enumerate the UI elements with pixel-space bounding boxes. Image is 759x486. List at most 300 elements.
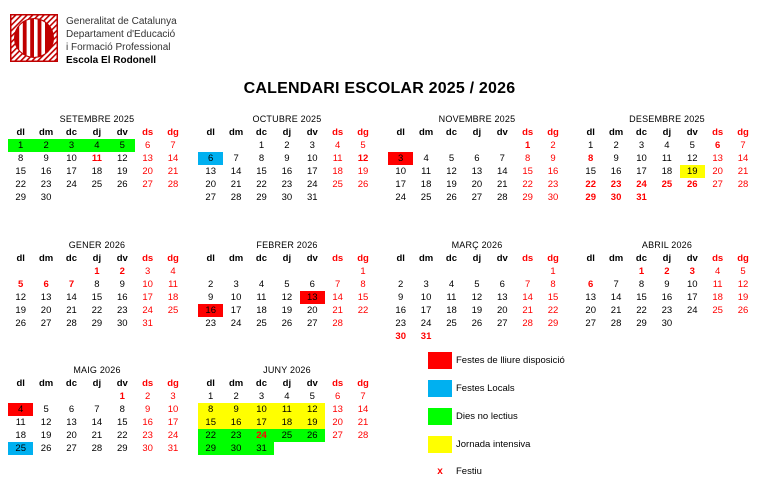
day-cell: 31: [249, 442, 274, 455]
day-cell: 7: [740, 140, 746, 151]
day-header-dc: dc: [65, 127, 78, 138]
day-cell: 7: [170, 140, 176, 151]
day-cell: 5: [448, 153, 455, 164]
day-cell: 10: [686, 279, 698, 290]
generalitat-senyera-logo: [10, 14, 58, 62]
day-header-dv: dv: [686, 127, 698, 138]
day-cell: [198, 139, 223, 152]
day-header-ds: ds: [332, 127, 344, 138]
day-cell: 2: [613, 140, 619, 151]
day-cell: 1: [638, 266, 645, 277]
day-cell: 4: [170, 266, 176, 277]
day-cell: 5: [309, 391, 315, 402]
day-cell: 6: [715, 140, 721, 151]
day-cell: 31: [167, 443, 179, 454]
day-cell: 19: [281, 305, 293, 316]
day-cell: 14: [66, 292, 77, 303]
day-cell: 25: [332, 179, 343, 190]
day-cell: 12: [471, 292, 483, 303]
day-cell: [680, 317, 705, 330]
day-cell: 14: [522, 292, 533, 303]
day-cell: 18: [91, 166, 103, 177]
legend-label-intensive: Jornada intensiva: [456, 439, 531, 450]
day-cell: 2: [208, 279, 214, 290]
day-cell: 23: [223, 429, 248, 442]
day-cell: 13: [66, 417, 77, 428]
day-cell: [325, 442, 350, 455]
day-cell: 8: [638, 279, 645, 290]
day-cell: [413, 139, 438, 152]
day-cell: 10: [395, 166, 406, 177]
day-header-dc: dc: [445, 127, 458, 138]
legend-item-festiu: [428, 464, 565, 478]
day-cell: 26: [281, 318, 293, 329]
day-header-dv: dv: [116, 253, 128, 264]
school-name: Escola El Rodonell: [66, 55, 157, 66]
day-cell: 27: [142, 179, 153, 190]
day-cell: 9: [550, 153, 556, 164]
day-cell: 9: [145, 404, 151, 415]
day-cell: 23: [281, 179, 293, 190]
day-cell: 26: [357, 179, 369, 190]
day-cell: 18: [274, 416, 299, 429]
day-cell: 21: [332, 305, 343, 316]
day-cell: 12: [300, 403, 325, 416]
day-header-dj: dj: [282, 378, 292, 389]
day-cell: 22: [15, 179, 26, 190]
day-cell: 2: [33, 139, 58, 152]
day-cell: 29: [256, 192, 267, 203]
month-days-gener-2026: [8, 252, 186, 330]
day-cell: 22: [91, 305, 103, 316]
day-cell: 1: [550, 266, 556, 277]
month-days-novembre-2025: [388, 126, 566, 204]
day-header-dl: dl: [206, 378, 215, 389]
day-cell: 18: [712, 292, 723, 303]
day-header-dl: dl: [16, 127, 25, 138]
day-header-dm: dm: [608, 127, 624, 138]
day-header-dg: dg: [167, 127, 179, 138]
day-header-dm: dm: [228, 127, 244, 138]
day-cell: 26: [737, 305, 749, 316]
day-cell: [59, 265, 84, 278]
day-cell: 2: [550, 140, 556, 151]
month-title-octubre-2025: OCTUBRE 2025: [252, 114, 322, 124]
day-cell: 7: [525, 279, 531, 290]
day-header-dc: dc: [255, 378, 268, 389]
day-cell: 17: [142, 292, 153, 303]
day-cell: 4: [423, 153, 429, 164]
day-cell: 16: [223, 416, 248, 429]
day-cell: 27: [332, 430, 343, 441]
legend-swatch-local-fests: [428, 380, 452, 397]
day-cell: 25: [661, 179, 673, 190]
day-cell: 26: [300, 429, 325, 442]
day-cell: 21: [230, 179, 242, 190]
day-header-dj: dj: [92, 127, 102, 138]
day-cell: 21: [610, 305, 622, 316]
day-cell: 24: [395, 192, 406, 203]
day-cell: 26: [471, 318, 483, 329]
day-cell: 14: [91, 417, 103, 428]
day-cell: 19: [357, 166, 369, 177]
day-cell: 24: [230, 318, 242, 329]
day-cell: 6: [68, 404, 75, 415]
month-days-marc-2026: [388, 252, 566, 343]
day-cell: 10: [636, 153, 647, 164]
day-cell: 29: [91, 318, 103, 329]
day-cell: 1: [360, 266, 366, 277]
day-header-dj: dj: [92, 253, 102, 264]
month-days-febrer-2026: [198, 252, 376, 330]
day-cell: 17: [249, 416, 274, 429]
day-cell: 6: [43, 279, 49, 290]
day-header-dl: dl: [16, 253, 25, 264]
day-cell: 16: [395, 305, 406, 316]
month-days-abril-2026: [578, 252, 756, 330]
day-header-ds: ds: [522, 127, 534, 138]
day-cell: 22: [547, 305, 559, 316]
day-cell: 2: [233, 391, 239, 402]
day-cell: 15: [116, 417, 128, 428]
day-cell: [350, 317, 375, 330]
day-cell: 23: [142, 430, 153, 441]
day-cell: 31: [420, 331, 432, 342]
day-cell: 10: [167, 404, 179, 415]
day-cell: 15: [636, 292, 647, 303]
day-cell: 23: [610, 179, 622, 190]
day-cell: 12: [446, 166, 457, 177]
day-cell: 30: [40, 192, 52, 203]
day-cell: 3: [309, 140, 315, 151]
org-line-2: Departament d'Educació: [66, 29, 176, 40]
day-cell: 22: [198, 429, 223, 442]
day-cell: 22: [357, 305, 369, 316]
day-cell: 29: [636, 318, 647, 329]
day-cell: 17: [420, 305, 432, 316]
day-cell: 14: [737, 153, 749, 164]
day-cell: 15: [522, 166, 533, 177]
day-cell: 8: [119, 404, 125, 415]
day-cell: [464, 265, 489, 278]
day-cell: [388, 265, 413, 278]
day-cell: [540, 330, 565, 343]
day-cell: 6: [335, 391, 341, 402]
day-cell: 5: [284, 279, 290, 290]
day-cell: 13: [471, 166, 483, 177]
legend-label-no-school: Dies no lectius: [456, 411, 518, 422]
day-cell: 19: [446, 179, 457, 190]
day-cell: 14: [230, 166, 242, 177]
day-cell: [274, 442, 299, 455]
day-cell: 4: [448, 279, 455, 290]
month-days-setembre-2025: [8, 126, 186, 204]
day-cell: [439, 330, 464, 343]
day-cell: 21: [496, 179, 508, 190]
day-cell: 13: [142, 153, 153, 164]
day-header-ds: ds: [332, 378, 344, 389]
day-header-dv: dv: [496, 127, 508, 138]
day-cell: 21: [357, 417, 369, 428]
legend-item-local-fests: [428, 380, 565, 397]
day-cell: 6: [145, 140, 151, 151]
day-header-dc: dc: [635, 127, 648, 138]
day-cell: [464, 139, 489, 152]
day-header-dm: dm: [38, 127, 54, 138]
day-cell: [33, 390, 58, 403]
day-cell: 2: [664, 266, 670, 277]
day-cell: 26: [15, 318, 26, 329]
day-cell: 18: [167, 292, 179, 303]
day-header-dv: dv: [306, 127, 318, 138]
day-cell: 16: [142, 417, 153, 428]
day-cell: [490, 139, 515, 152]
day-cell: 29: [585, 192, 596, 203]
day-header-dj: dj: [472, 253, 482, 264]
day-cell: 30: [281, 192, 293, 203]
day-cell: 22: [585, 179, 596, 190]
day-cell: [249, 265, 274, 278]
day-header-dj: dj: [662, 127, 672, 138]
day-header-dv: dv: [686, 253, 698, 264]
day-cell: [680, 191, 705, 204]
day-cell: 4: [715, 266, 721, 277]
day-cell: 5: [689, 140, 695, 151]
day-cell: 18: [332, 166, 343, 177]
day-cell: 28: [357, 430, 369, 441]
day-cell: 31: [142, 318, 153, 329]
legend-item-no-school: [428, 408, 565, 425]
day-header-dg: dg: [737, 253, 749, 264]
day-header-dv: dv: [116, 378, 128, 389]
day-cell: 1: [208, 391, 214, 402]
month-days-maig-2026: [8, 377, 186, 455]
day-cell: 11: [168, 279, 178, 290]
day-cell: 9: [664, 279, 670, 290]
day-cell: 1: [94, 266, 100, 277]
day-cell: 7: [499, 153, 505, 164]
day-cell: 30: [547, 192, 559, 203]
day-cell: 14: [610, 292, 622, 303]
day-cell: 8: [360, 279, 366, 290]
day-header-dm: dm: [418, 127, 434, 138]
day-cell: 29: [15, 192, 26, 203]
day-cell: [8, 390, 33, 403]
day-cell: 18: [446, 305, 457, 316]
day-cell: 7: [233, 153, 239, 164]
day-cell: 12: [116, 153, 128, 164]
day-cell: 8: [588, 153, 594, 164]
day-header-ds: ds: [522, 253, 534, 264]
day-header-dl: dl: [206, 253, 215, 264]
day-cell: 3: [258, 391, 265, 402]
day-header-dg: dg: [547, 127, 559, 138]
day-cell: 13: [40, 292, 52, 303]
legend-swatch-intensive: [428, 436, 452, 453]
day-header-dj: dj: [662, 253, 672, 264]
day-cell: 11: [91, 153, 102, 164]
day-cell: 9: [284, 153, 290, 164]
day-cell: 25: [8, 442, 33, 455]
day-header-dv: dv: [496, 253, 508, 264]
day-cell: 27: [40, 318, 52, 329]
day-cell: [84, 191, 109, 204]
day-cell: 7: [94, 404, 100, 415]
legend-item-free-disposal: [428, 352, 565, 369]
legend-label-free-disposal: Festes de lliure disposició: [456, 355, 565, 366]
day-cell: 9: [43, 153, 49, 164]
day-cell: 16: [547, 166, 559, 177]
day-header-dj: dj: [472, 127, 482, 138]
month-title-maig-2026: MAIG 2026: [73, 365, 121, 375]
month-novembre-2025: [388, 112, 566, 204]
month-marc-2026: [388, 238, 566, 343]
day-header-dc: dc: [635, 253, 648, 264]
day-cell: 30: [223, 442, 248, 455]
day-cell: 8: [94, 279, 100, 290]
day-cell: 20: [471, 179, 483, 190]
day-header-ds: ds: [712, 127, 724, 138]
day-cell: 8: [550, 279, 556, 290]
day-cell: 14: [496, 166, 508, 177]
day-cell: 15: [198, 416, 223, 429]
month-octubre-2025: [198, 112, 376, 204]
day-cell: 23: [395, 318, 406, 329]
day-cell: 25: [167, 305, 179, 316]
day-header-dl: dl: [16, 378, 25, 389]
day-cell: 22: [256, 179, 267, 190]
day-cell: 19: [300, 416, 325, 429]
month-title-febrer-2026: FEBRER 2026: [256, 240, 318, 250]
day-header-dg: dg: [357, 378, 369, 389]
day-cell: 20: [496, 305, 508, 316]
day-cell: [160, 317, 185, 330]
day-cell: [84, 390, 109, 403]
day-header-dm: dm: [608, 253, 624, 264]
day-cell: 13: [585, 292, 596, 303]
day-cell: 22: [522, 179, 533, 190]
day-cell: 9: [208, 292, 214, 303]
day-header-dl: dl: [396, 127, 405, 138]
day-cell: 5: [360, 140, 366, 151]
day-cell: 20: [712, 166, 723, 177]
day-cell: 30: [395, 331, 406, 342]
day-cell: 7: [613, 279, 619, 290]
day-cell: 6: [474, 153, 480, 164]
day-cell: [325, 191, 350, 204]
day-cell: 1: [119, 391, 125, 402]
day-cell: [578, 265, 603, 278]
day-cell: [705, 317, 730, 330]
day-cell: [464, 330, 489, 343]
day-header-dm: dm: [38, 253, 54, 264]
day-cell: 11: [256, 292, 267, 303]
day-cell: 14: [167, 153, 179, 164]
day-cell: 24: [142, 305, 153, 316]
day-cell: 19: [116, 166, 128, 177]
day-cell: [730, 317, 755, 330]
month-days-juny-2026: [198, 377, 376, 455]
day-cell: [135, 191, 160, 204]
day-cell: 3: [423, 279, 429, 290]
day-cell: 25: [274, 429, 299, 442]
day-cell: [198, 265, 223, 278]
day-cell: 20: [306, 305, 318, 316]
day-header-dl: dl: [396, 253, 405, 264]
day-header-dg: dg: [357, 127, 369, 138]
day-cell: [490, 265, 515, 278]
day-cell: 27: [205, 192, 216, 203]
day-cell: 17: [306, 166, 318, 177]
day-cell: 15: [15, 166, 26, 177]
day-header-ds: ds: [712, 253, 724, 264]
day-cell: 17: [167, 417, 179, 428]
day-cell: 15: [91, 292, 103, 303]
day-cell: [515, 330, 540, 343]
day-cell: 12: [15, 292, 26, 303]
day-cell: 12: [40, 417, 52, 428]
month-title-juny-2026: JUNY 2026: [263, 365, 311, 375]
day-cell: 18: [256, 305, 267, 316]
day-cell: 14: [357, 404, 369, 415]
day-header-dm: dm: [228, 253, 244, 264]
day-cell: 1: [8, 139, 33, 152]
day-cell: [730, 191, 755, 204]
day-cell: 26: [116, 179, 128, 190]
legend: [428, 352, 565, 478]
day-cell: 17: [66, 166, 77, 177]
day-cell: 25: [256, 318, 267, 329]
day-cell: [413, 265, 438, 278]
day-cell: 13: [496, 292, 508, 303]
day-cell: 19: [471, 305, 483, 316]
day-cell: 9: [223, 403, 248, 416]
month-setembre-2025: [8, 112, 186, 204]
day-cell: [350, 191, 375, 204]
day-cell: [490, 330, 515, 343]
day-cell: 30: [610, 192, 622, 203]
day-cell: 23: [40, 179, 52, 190]
day-header-dc: dc: [255, 253, 268, 264]
day-header-dg: dg: [357, 253, 369, 264]
month-maig-2026: [8, 363, 186, 455]
day-cell: 5: [474, 279, 480, 290]
month-gener-2026: [8, 238, 186, 330]
month-title-setembre-2025: SETEMBRE 2025: [59, 114, 135, 124]
day-cell: 5: [110, 139, 135, 152]
day-header-ds: ds: [142, 253, 154, 264]
day-header-dl: dl: [206, 127, 215, 138]
month-abril-2026: [578, 238, 756, 330]
day-cell: [388, 139, 413, 152]
day-cell: 29: [198, 442, 223, 455]
day-cell: 2: [145, 391, 151, 402]
day-cell: 29: [547, 318, 559, 329]
day-cell: 20: [66, 430, 77, 441]
day-header-dm: dm: [38, 378, 54, 389]
day-cell: 6: [499, 279, 505, 290]
day-cell: 7: [335, 279, 341, 290]
day-cell: 7: [68, 279, 75, 290]
day-cell: 17: [395, 179, 406, 190]
day-cell: 24: [66, 179, 77, 190]
month-desembre-2025: [578, 112, 756, 204]
day-cell: [110, 191, 135, 204]
day-cell: [8, 265, 33, 278]
day-cell: 28: [66, 318, 77, 329]
day-cell: [350, 442, 375, 455]
day-cell: [33, 265, 58, 278]
